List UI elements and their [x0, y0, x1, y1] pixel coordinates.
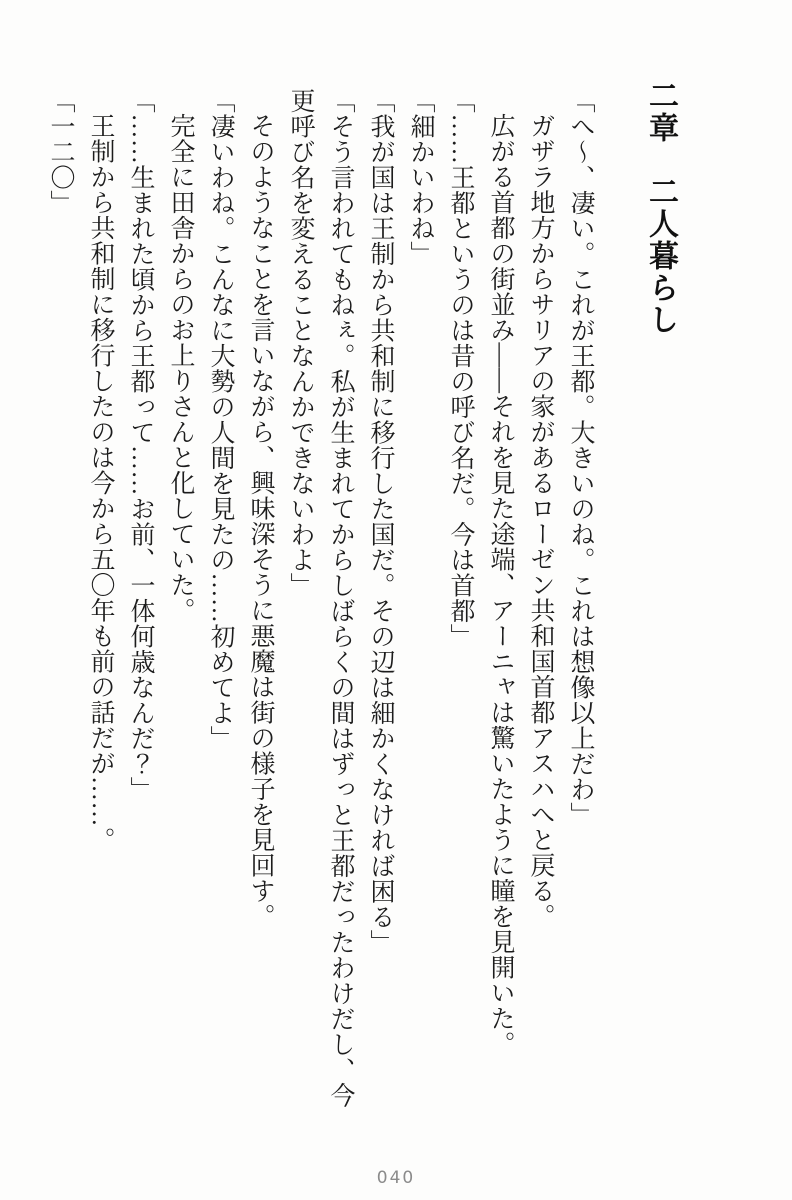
page-number: 040 [376, 1168, 416, 1188]
paragraph: そのようなことを言いながら、興味深そうに悪魔は街の様子を見回す。 [247, 113, 274, 929]
paragraph: 「我が国は王制から共和制に移行した国だ。その辺は細かくなければ困る」 [367, 88, 394, 955]
paragraph: 「凄いわね。こんなに大勢の人間を見たの……初めてよ」 [207, 88, 234, 751]
paragraph: 「……王都というのは昔の呼び名だ。今は首都」 [447, 88, 474, 649]
paragraph: 「……生まれた頃から王都って……お前、一体何歳なんだ？」 [127, 88, 154, 802]
paragraph: 広がる首都の街並み――それを見た途端、アーニャは驚いたように瞳を見開いた。 [487, 113, 514, 1057]
paragraph: ガザラ地方からサリアの家があるローゼン共和国首都アスハへと戻る。 [527, 113, 554, 929]
chapter-title: 二章 二人暮らし [644, 80, 677, 336]
paragraph: 王制から共和制に移行したのは今から五〇年も前の話だが……。 [87, 113, 114, 853]
text-area [42, 80, 682, 1108]
paragraph: 「一二〇」 [47, 88, 74, 216]
paragraph: 「へ～、凄い。これが王都。大きいのね。これは想像以上だわ」 [567, 88, 594, 828]
paragraph: 「細かいわね」 [407, 88, 434, 267]
paragraph: 完全に田舎からのお上りさんと化していた。 [167, 113, 194, 623]
paragraph: 「そう言われてもねぇ。私が生まれてからしばらくの間はずっと王都だったわけだし、今更呼び名を変えることなんかできないわよ」 [287, 88, 354, 1108]
